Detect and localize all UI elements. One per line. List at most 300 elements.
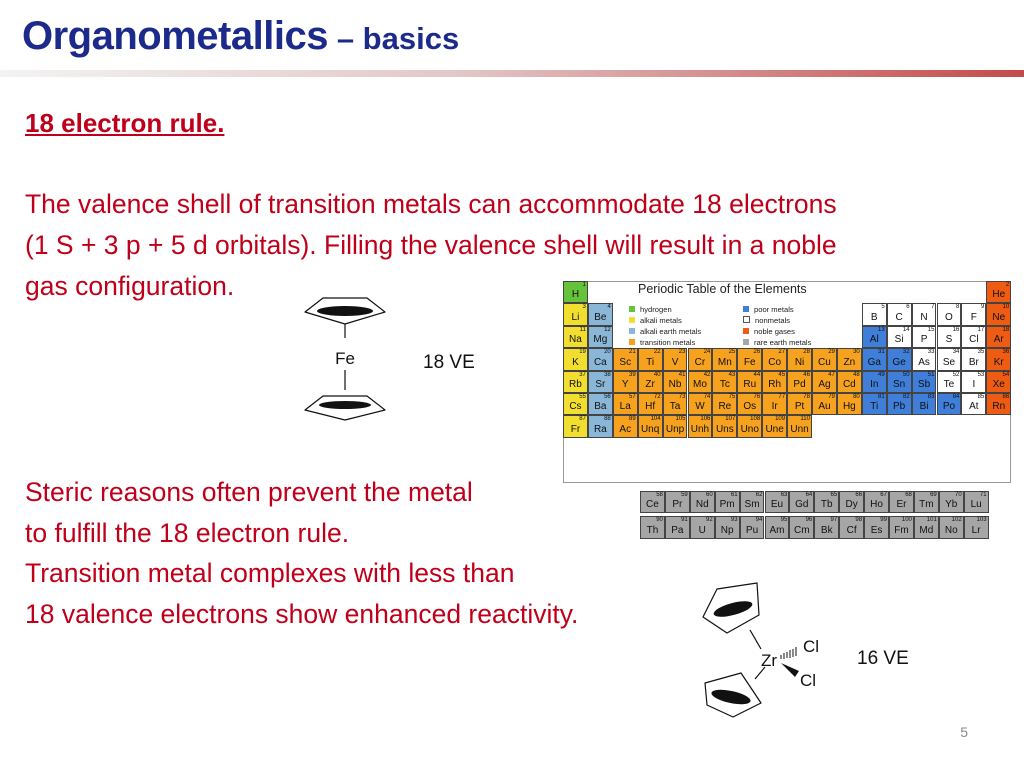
element-number: 60: [706, 492, 713, 498]
element-symbol: Ta: [669, 401, 681, 413]
element-symbol: Lr: [971, 524, 981, 536]
element-number: 93: [730, 517, 738, 524]
element-number: 11: [579, 326, 586, 333]
element-cell-cl: [961, 326, 986, 348]
element-cell-ar: [986, 326, 1011, 348]
element-symbol: U: [698, 524, 706, 536]
legend-swatch-icon: [743, 316, 750, 323]
element-cell-sn: [887, 371, 912, 393]
element-number: 71: [979, 492, 987, 498]
element-symbol: Cs: [569, 401, 582, 413]
element-symbol: Al: [869, 334, 879, 346]
element-number: 39: [629, 371, 636, 378]
element-number: 42: [703, 371, 711, 378]
element-number: 38: [604, 371, 611, 378]
element-cell-y: [613, 371, 638, 393]
element-number: 70: [955, 492, 962, 498]
element-cell-sr: [588, 371, 613, 393]
element-cell-w: [688, 393, 713, 415]
element-symbol: Co: [768, 356, 782, 368]
element-number: 34: [952, 349, 960, 356]
element-symbol: Ga: [867, 356, 881, 368]
page-number: 5: [960, 724, 968, 740]
element-cell-zr: [638, 371, 663, 393]
element-symbol: Rh: [768, 378, 782, 390]
element-number: 100: [901, 517, 912, 524]
element-symbol: Ce: [646, 499, 659, 511]
element-symbol: Mn: [717, 356, 732, 368]
element-symbol: N: [920, 311, 928, 323]
legend-label: alkali metals: [640, 316, 682, 325]
element-symbol: Po: [942, 401, 956, 413]
element-symbol: Y: [621, 378, 629, 390]
element-symbol: Pa: [671, 524, 684, 536]
element-symbol: Unq: [640, 423, 660, 435]
element-number: 66: [855, 492, 863, 498]
element-symbol: H: [571, 289, 580, 301]
element-symbol: Na: [569, 334, 582, 346]
element-number: 35: [977, 349, 985, 356]
element-cell-pd: [787, 371, 812, 393]
element-number: 2: [1005, 282, 1010, 288]
element-cell-cd: [837, 371, 862, 393]
element-cell-ba: [588, 393, 613, 415]
element-number: 79: [828, 394, 835, 400]
element-number: 96: [805, 517, 813, 524]
element-cell-cs: [563, 393, 588, 415]
element-cell-ho: [864, 491, 889, 513]
element-cell-hg: [837, 393, 862, 415]
element-cell-fm: [889, 516, 914, 538]
element-symbol: Cd: [842, 378, 856, 390]
element-symbol: Pu: [745, 524, 759, 536]
element-number: 43: [728, 371, 736, 378]
element-cell-pr: [665, 491, 690, 513]
element-symbol: W: [695, 401, 705, 413]
element-number: 12: [604, 326, 611, 333]
element-cell-ra: [588, 415, 613, 437]
section-heading: 18 electron rule.: [25, 108, 225, 138]
element-number: 103: [976, 517, 987, 524]
element-cell-np: [715, 516, 740, 538]
ferrocene-ve-label: 18 VE: [423, 352, 475, 373]
element-symbol: Kr: [993, 356, 1004, 368]
element-cell-cf: [839, 516, 864, 538]
legend-swatch-icon: [629, 339, 635, 345]
element-symbol: Ho: [870, 499, 883, 511]
element-number: 104: [650, 416, 661, 423]
element-symbol: Hf: [645, 401, 656, 413]
element-number: 92: [706, 517, 713, 524]
element-number: 28: [803, 349, 810, 356]
element-number: 85: [977, 394, 985, 400]
element-number: 77: [778, 394, 786, 400]
element-symbol: Ra: [593, 423, 607, 435]
element-number: 19: [579, 349, 586, 356]
element-cell-pm: [715, 491, 740, 513]
element-cell-in: [862, 371, 887, 393]
element-number: 45: [778, 371, 786, 378]
element-cell-er: [889, 491, 914, 513]
element-number: 101: [926, 517, 937, 524]
element-cell-unh: [688, 415, 713, 437]
slide-title: [22, 14, 459, 59]
element-symbol: Np: [720, 524, 734, 536]
element-number: 36: [1002, 349, 1010, 356]
zirconocene-structure-icon: [695, 575, 835, 725]
element-cell-te: [937, 371, 962, 393]
legend-label: rare earth metals: [754, 338, 812, 347]
element-symbol: I: [972, 378, 976, 390]
element-number: 78: [803, 394, 810, 400]
element-cell-sc: [613, 348, 638, 370]
element-cell-au: [812, 393, 837, 415]
element-number: 63: [780, 492, 788, 498]
zirconocene-chloride-2: Cl: [799, 671, 817, 690]
element-symbol: C: [895, 311, 903, 323]
element-number: 8: [956, 304, 960, 311]
element-number: 52: [952, 371, 960, 378]
element-cell-ca: [588, 348, 613, 370]
element-cell-k: [563, 348, 588, 370]
element-number: 94: [755, 517, 763, 524]
element-number: 27: [778, 349, 786, 356]
element-symbol: Cf: [846, 524, 857, 536]
element-symbol: In: [870, 378, 879, 390]
element-number: 4: [607, 304, 611, 311]
element-cell-rb: [563, 371, 588, 393]
element-cell-xe: [986, 371, 1011, 393]
element-number: 33: [927, 349, 935, 356]
element-cell-cm: [789, 516, 814, 538]
element-number: 48: [853, 371, 860, 378]
element-symbol: Br: [968, 356, 979, 368]
element-symbol: Sb: [917, 378, 931, 390]
legend-label: hydrogen: [640, 305, 672, 314]
element-symbol: Au: [818, 401, 831, 413]
element-symbol: Pd: [793, 378, 806, 390]
element-number: 61: [730, 492, 738, 498]
element-number: 15: [927, 326, 935, 333]
element-symbol: Ba: [594, 401, 607, 413]
element-symbol: Ag: [818, 378, 831, 390]
element-cell-unn: [787, 415, 812, 437]
element-number: 26: [753, 349, 761, 356]
element-number: 22: [653, 349, 661, 356]
element-number: 98: [855, 517, 863, 524]
element-number: 50: [902, 371, 910, 378]
legend-item: [629, 327, 701, 336]
element-cell-ne: [986, 303, 1011, 325]
paragraph-line: (1 S + 3 p + 5 d orbitals). Filling the valence shell will result in a noble: [25, 230, 837, 260]
element-number: 1: [582, 282, 586, 288]
element-symbol: Uno: [740, 423, 759, 435]
element-symbol: Te: [943, 378, 955, 390]
element-cell-ga: [862, 348, 887, 370]
element-number: 87: [579, 416, 586, 423]
element-cell-tb: [814, 491, 839, 513]
element-number: 86: [1002, 394, 1010, 400]
element-number: 89: [629, 416, 636, 423]
element-symbol: He: [992, 289, 1006, 301]
element-number: 97: [830, 517, 838, 524]
element-number: 99: [880, 517, 887, 524]
element-cell-dy: [839, 491, 864, 513]
element-symbol: Es: [870, 524, 883, 536]
element-symbol: Ir: [771, 401, 778, 413]
element-symbol: Une: [765, 423, 784, 435]
element-cell-zn: [837, 348, 862, 370]
element-number: 25: [728, 349, 736, 356]
element-cell-s: [937, 326, 962, 348]
element-cell-ta: [663, 393, 688, 415]
element-cell-nb: [663, 371, 688, 393]
element-number: 30: [853, 349, 860, 356]
element-symbol: At: [969, 401, 979, 413]
element-number: 29: [828, 349, 835, 356]
element-symbol: Hg: [842, 401, 856, 413]
element-cell-h: [563, 281, 588, 303]
element-symbol: Ti: [646, 356, 655, 368]
element-symbol: Zr: [645, 378, 655, 390]
element-number: 76: [753, 394, 761, 400]
element-number: 3: [582, 304, 586, 311]
element-cell-mo: [688, 371, 713, 393]
element-number: 75: [728, 394, 736, 400]
legend-label: transition metals: [640, 338, 696, 347]
element-cell-al: [862, 326, 887, 348]
element-number: 55: [579, 394, 586, 400]
element-symbol: Fr: [570, 423, 581, 435]
element-symbol: Unh: [690, 423, 710, 435]
element-cell-tc: [712, 371, 737, 393]
element-cell-la: [613, 393, 638, 415]
zirconocene-ve-label: 16 VE: [857, 648, 909, 669]
element-number: 59: [681, 492, 688, 498]
element-number: 108: [750, 416, 761, 423]
element-cell-sb: [912, 371, 937, 393]
element-symbol: P: [920, 334, 928, 346]
element-cell-eu: [765, 491, 790, 513]
element-number: 5: [881, 304, 885, 311]
element-symbol: Pr: [672, 499, 683, 511]
element-cell-sm: [740, 491, 765, 513]
element-cell-ir: [762, 393, 787, 415]
element-symbol: F: [970, 311, 977, 323]
element-cell-rn: [986, 393, 1011, 415]
element-number: 57: [629, 394, 636, 400]
element-cell-uns: [712, 415, 737, 437]
element-cell-une: [762, 415, 787, 437]
element-symbol: Tc: [719, 378, 730, 390]
element-cell-pa: [665, 516, 690, 538]
element-symbol: Rb: [569, 378, 582, 390]
element-number: 69: [930, 492, 937, 498]
element-symbol: Pb: [893, 401, 906, 413]
element-cell-po: [937, 393, 962, 415]
element-symbol: Md: [919, 524, 934, 536]
paragraph-line: Transition metal complexes with less than: [25, 558, 515, 588]
element-symbol: Sm: [744, 499, 760, 511]
element-cell-o: [937, 303, 962, 325]
element-symbol: Rn: [992, 401, 1006, 413]
element-number: 110: [800, 416, 810, 423]
element-symbol: Ni: [794, 356, 805, 368]
element-cell-gd: [789, 491, 814, 513]
element-symbol: Tm: [919, 499, 934, 511]
element-symbol: Tb: [820, 499, 833, 511]
element-number: 83: [927, 394, 935, 400]
ferrocene-structure-icon: [295, 292, 395, 424]
element-cell-br: [961, 348, 986, 370]
element-number: 21: [629, 349, 636, 356]
element-cell-no: [939, 516, 964, 538]
element-symbol: Pm: [719, 499, 735, 511]
legend-swatch-icon: [629, 306, 635, 312]
paragraph-line: Steric reasons often prevent the metal: [25, 477, 473, 507]
element-number: 51: [927, 371, 935, 378]
legend-item: [743, 327, 795, 336]
element-symbol: Eu: [770, 499, 784, 511]
legend-item: [743, 338, 811, 347]
element-symbol: Sn: [893, 378, 906, 390]
element-cell-fe: [737, 348, 762, 370]
element-cell-cu: [812, 348, 837, 370]
element-cell-b: [862, 303, 887, 325]
element-cell-am: [765, 516, 790, 538]
element-symbol: Be: [594, 311, 607, 323]
element-symbol: Dy: [845, 499, 858, 511]
element-number: 14: [902, 326, 910, 333]
slide-title-sub: – basics: [336, 21, 460, 56]
paragraph-line: The valence shell of transition metals can accommodate 18 electrons: [25, 189, 837, 219]
element-number: 80: [853, 394, 860, 400]
element-number: 20: [604, 349, 611, 356]
element-cell-lu: [964, 491, 989, 513]
element-symbol: Unn: [790, 423, 809, 435]
element-number: 82: [902, 394, 910, 400]
element-cell-bi: [912, 393, 937, 415]
element-number: 105: [675, 416, 686, 423]
element-cell-mg: [588, 326, 613, 348]
element-symbol: Ru: [743, 378, 757, 390]
element-symbol: Ne: [992, 311, 1006, 323]
element-symbol: Cu: [818, 356, 831, 368]
element-symbol: Ge: [892, 356, 906, 368]
element-cell-ti: [638, 348, 663, 370]
element-number: 24: [703, 349, 711, 356]
element-number: 49: [878, 371, 885, 378]
element-cell-pu: [740, 516, 765, 538]
element-number: 32: [902, 349, 910, 356]
element-symbol: Re: [718, 401, 732, 413]
lanthanide-actinide-table: [640, 491, 987, 551]
element-cell-u: [690, 516, 715, 538]
element-symbol: Mo: [692, 378, 707, 390]
element-cell-ge: [887, 348, 912, 370]
element-cell-n: [912, 303, 937, 325]
element-cell-lr: [964, 516, 989, 538]
legend-swatch-icon: [743, 328, 749, 334]
paragraph-line: 18 valence electrons show enhanced reactivity.: [25, 598, 579, 629]
element-symbol: Zn: [843, 356, 856, 368]
element-number: 109: [775, 416, 786, 423]
element-number: 84: [952, 394, 960, 400]
title-divider: [0, 70, 1024, 77]
element-number: 64: [805, 492, 813, 498]
element-symbol: Gd: [795, 499, 809, 511]
element-symbol: Nd: [695, 499, 709, 511]
element-symbol: Li: [571, 311, 580, 323]
legend-item: [743, 316, 790, 325]
element-symbol: Ac: [619, 423, 632, 435]
element-number: 47: [828, 371, 835, 378]
element-number: 9: [980, 304, 985, 311]
element-symbol: Cr: [694, 356, 706, 368]
element-symbol: Cm: [794, 524, 810, 536]
element-symbol: Uns: [715, 423, 734, 435]
element-symbol: Fe: [743, 356, 756, 368]
element-symbol: O: [945, 311, 953, 323]
element-number: 91: [681, 517, 688, 524]
element-number: 10: [1002, 304, 1010, 311]
element-cell-th: [640, 516, 665, 538]
element-number: 67: [880, 492, 887, 498]
legend-swatch-icon: [743, 339, 749, 345]
element-cell-cr: [688, 348, 713, 370]
element-number: 7: [931, 304, 935, 311]
element-cell-co: [762, 348, 787, 370]
legend-item: [629, 316, 682, 325]
element-symbol: Os: [743, 401, 757, 413]
element-symbol: Sr: [595, 378, 606, 390]
legend-label: nonmetals: [755, 316, 791, 325]
element-symbol: Th: [646, 524, 659, 536]
legend-swatch-icon: [629, 317, 635, 323]
element-number: 46: [803, 371, 810, 378]
element-symbol: Pt: [794, 401, 805, 413]
element-cell-unq: [638, 415, 663, 437]
element-cell-pt: [787, 393, 812, 415]
element-symbol: Sc: [619, 356, 632, 368]
element-symbol: Ca: [593, 356, 607, 368]
element-number: 72: [653, 394, 661, 400]
legend-item: [629, 338, 695, 347]
element-cell-at: [961, 393, 986, 415]
element-number: 62: [755, 492, 763, 498]
element-symbol: Bi: [919, 401, 929, 413]
slide-title-main: Organometallics: [22, 14, 328, 58]
element-number: 53: [977, 371, 985, 378]
element-number: 81: [878, 394, 885, 400]
element-cell-es: [864, 516, 889, 538]
element-cell-ag: [812, 371, 837, 393]
legend-label: poor metals: [754, 305, 794, 314]
element-cell-p: [912, 326, 937, 348]
element-cell-as: [912, 348, 937, 370]
element-symbol: Xe: [992, 378, 1005, 390]
element-cell-he: [986, 281, 1011, 303]
element-number: 56: [604, 394, 611, 400]
element-cell-ru: [737, 371, 762, 393]
element-symbol: Si: [894, 334, 904, 346]
element-number: 88: [604, 416, 611, 423]
element-number: 40: [653, 371, 661, 378]
element-symbol: K: [572, 356, 579, 368]
periodic-table: [563, 281, 1011, 483]
element-number: 54: [1002, 371, 1010, 378]
element-symbol: Ti: [870, 401, 879, 413]
